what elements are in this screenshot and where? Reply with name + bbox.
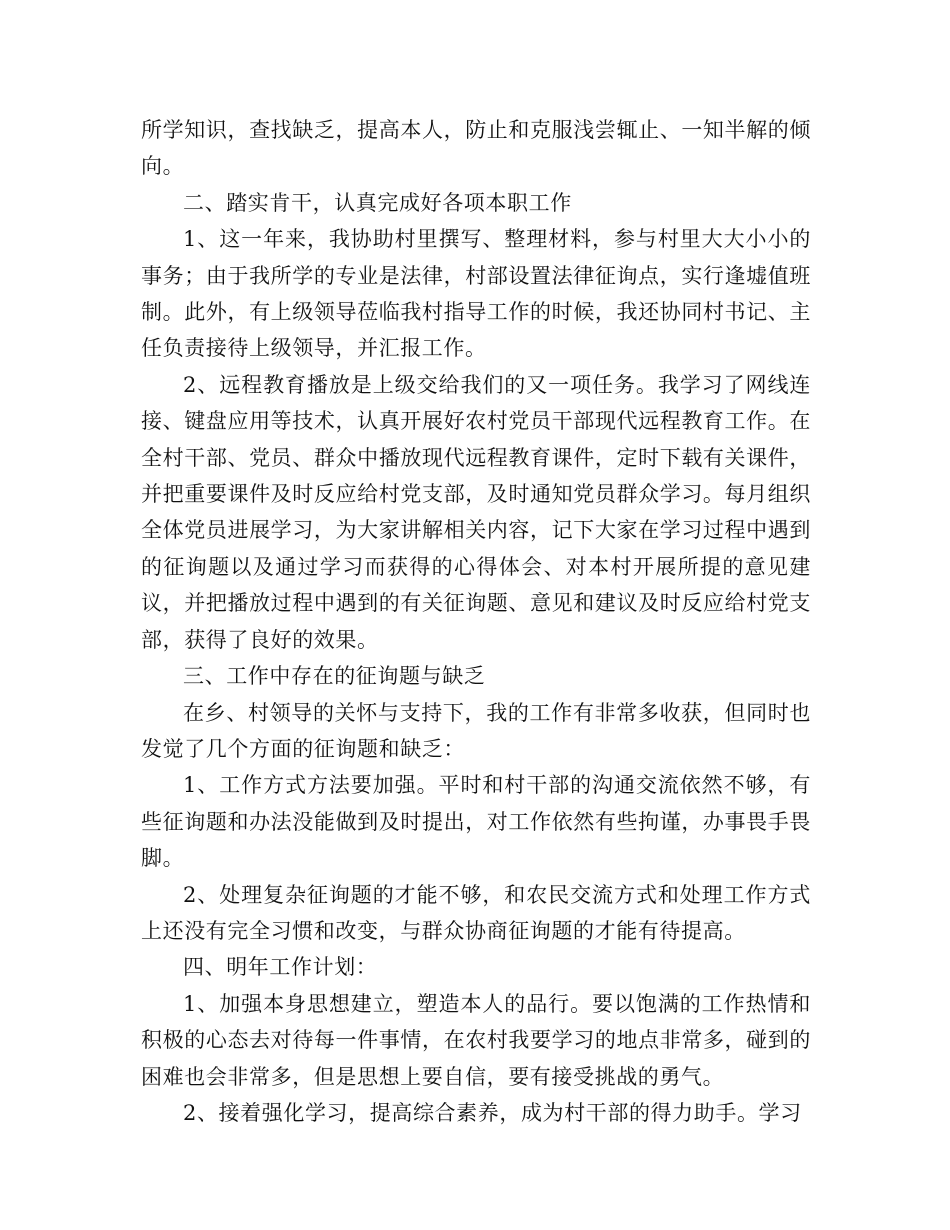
paragraph-item-2: 2、远程教育播放是上级交给我们的又一项任务。我学习了网线连接、键盘应用等技术，认真开展好农村党员干部现代远程教育工作。在全村干部、党员、群众中播放现代远程教育课件，定时下载有关课件，并把重要课件及时反应给村党支部，及时通知党员群众学习。每月组织全体党员进展学习，为大家讲解相关内容，记下大家在学习过程中遇到的征询题以及通过学习而获得的心得体会、对本村开展所提的意见建议，并把播放过程中遇到的有关征询题、意见和建议及时反应给村党支部，获得了良好的效果。 bbox=[141, 372, 811, 652]
section-heading-3: 三、工作中存在的征询题与缺乏 bbox=[183, 664, 486, 689]
section-heading-2: 二、踏实肯干，认真完成好各项本职工作 bbox=[183, 190, 572, 215]
paragraph-item-1: 1、这一年来，我协助村里撰写、整理材料，参与村里大大小小的事务；由于我所学的专业是法律，村部设置法律征询点，实行逢墟值班制。此外，有上级领导莅临我村指导工作的时候，我还协同村书记、主任负责接待上级领导，并汇报工作。 bbox=[141, 227, 811, 361]
paragraph-continuation: 所学知识，查找缺乏，提高本人，防止和克服浅尝辄止、一知半解的倾向。 bbox=[141, 118, 811, 179]
paragraph-intro-problems: 在乡、村领导的关怀与支持下，我的工作有非常多收获，但同时也发觉了几个方面的征询题和缺乏： bbox=[141, 700, 811, 761]
paragraph-plan-1: 1、加强本身思想建立，塑造本人的品行。要以饱满的工作热情和积极的心态去对待每一件事情，在农村我要学习的地点非常多，碰到的困难也会非常多，但是思想上要自信，要有接受挑战的勇气。 bbox=[141, 991, 811, 1089]
paragraph-problem-2: 2、处理复杂征询题的才能不够，和农民交流方式和处理工作方式上还没有完全习惯和改变，与群众协商征询题的才能有待提高。 bbox=[141, 882, 811, 943]
document-body bbox=[141, 112, 811, 1131]
paragraph-problem-1: 1、工作方式方法要加强。平时和村干部的沟通交流依然不够，有些征询题和办法没能做到及时提出，对工作依然有些拘谨，办事畏手畏脚。 bbox=[141, 773, 811, 871]
paragraph-plan-2: 2、接着强化学习，提高综合素养，成为村干部的得力助手。学习 bbox=[183, 1100, 802, 1125]
section-heading-4: 四、明年工作计划： bbox=[183, 955, 378, 980]
